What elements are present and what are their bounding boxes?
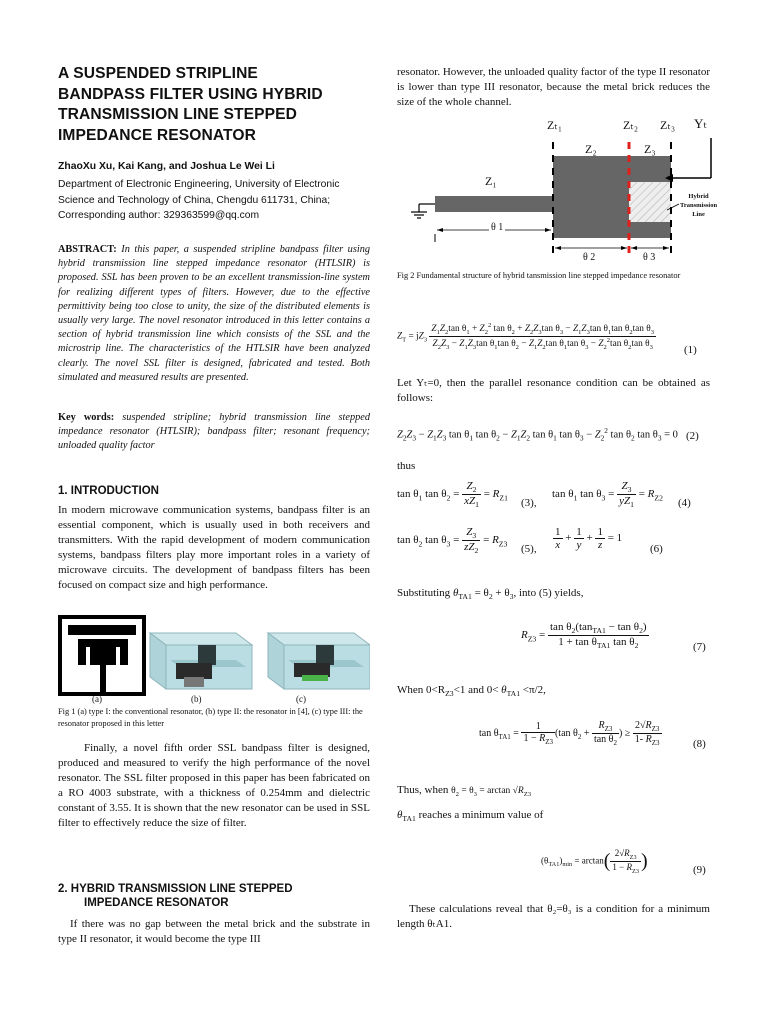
eq-number-2: (2): [686, 430, 699, 442]
let-text: Let Yₜ=0, then the parallel resonance condition can be obtained as follows:: [397, 377, 710, 404]
keywords-label: Key words:: [58, 412, 115, 423]
section2-para1: If there was no gap between the metal brick and the substrate in type II resonator, it would become the type III: [58, 918, 370, 945]
eq-number-1: (1): [684, 344, 697, 356]
thus-when-line: [397, 783, 531, 802]
when-text: When 0<R: [397, 684, 446, 696]
hybrid-line: Line: [692, 211, 705, 218]
intro-para1: In modern microwave communication systems, bandpass filter is an essential component, which is usually used in both receivers and transmitters. With the rapid development of modern communication systems, bandpass filters play more important roles in a variety of microwave circuits. The development of bandpass filters has been focused on compact size and high performance.: [58, 504, 370, 591]
eq-number-3: (3),: [521, 497, 537, 509]
figure-2: [397, 112, 717, 267]
paper-title: [58, 64, 378, 146]
eq-number-8: (8): [693, 738, 706, 750]
label-z3: Z₃: [644, 142, 656, 156]
title-line: BANDPASS FILTER USING HYBRID: [58, 85, 323, 103]
abstract: [58, 243, 370, 385]
label-z1: Z₁: [485, 174, 497, 188]
substituting-line: [397, 586, 583, 604]
label-z2: Z₂: [585, 142, 597, 156]
substituting-text: Substituting: [397, 587, 451, 599]
abstract-text: In this paper, a suspended stripline bandpass filter using hybrid transmission line stepped impedance resonator (HTLSIR) is proposed. SSL has been proven to be an excellent transmission-line system for realizing different types of filters. However, due to the effective permittivity being too close to unity, the size of the distributed elements is usually very large. The novel resonator introduced in this letter contains a section of hybrid transmission line which consists of the SSL and the microstrip line. The characteristics of the HTLSIR have been analyzed clearly. The novel SSL filter is designed, fabricated and tested. Both simulated and measured results are presented.: [58, 244, 370, 383]
affiliation-line: Corresponding author: 329363599@qq.com: [58, 210, 260, 221]
section2-heading-line: IMPEDANCE RESONATOR: [84, 897, 229, 909]
equation-4: $\tan \theta_1$ $\tan \theta_3$ = $\frac{Z_3}{yZ_1}$ = $R_{Z2}$: [552, 480, 663, 510]
authors: ZhaoXu Xu, Kai Kang, and Joshua Le Wei Li: [58, 161, 275, 172]
figure-2-graphic: [397, 112, 717, 267]
fig2-caption: Fig 2 Fundamental structure of hybrid tansmission line stepped impedance resonator: [397, 271, 681, 280]
eq-number-5: (5),: [521, 543, 537, 555]
reaches-text: reaches a minimum value of: [418, 809, 544, 821]
label-zt3: Zₜ₃: [660, 118, 676, 132]
affiliation-line: Department of Electronic Engineering, University of Electronic: [58, 179, 340, 190]
fig1-caption: Fig 1 (a) type I: the conventional resonator, (b) type II: the resonator in [4], (c) type III: the resonator proposed in this letter: [58, 707, 363, 728]
equation-3: $\tan \theta_1$ $\tan \theta_2$ = $\frac{Z_2}{xZ_1}$ = $R_{Z1}$: [397, 480, 508, 510]
equation-9: $(\theta_{TA1})_{min} = \arctan$( $\frac{2√R_{Z3}}{1 - R_{Z3}}$ ): [541, 848, 648, 875]
label-yt: Yₜ: [694, 116, 708, 131]
keywords: [58, 411, 370, 454]
eq-number-6: (6): [650, 543, 663, 555]
eq-number-7: (7): [693, 641, 706, 653]
hybrid-line: Hybrid: [688, 193, 709, 200]
fig1-label-a: (a): [92, 694, 102, 704]
reaches-line: [397, 808, 543, 826]
equation-8: $\tan \theta_{TA1}$ = $\frac{1}{1 - R_{Z3}}$ (tan $\theta_2$ + $\frac{R_{Z3}}{\tan \theta_2}$ ) ≥ $\frac{2√R_{Z3}}{1- R_{Z3}}$: [479, 720, 660, 747]
equation-5: $\tan \theta_2$ $\tan \theta_3$ = $\frac{Z_3}{zZ_2}$ = $R_{Z3}$: [397, 526, 508, 556]
title-line: TRANSMISSION LINE STEPPED: [58, 106, 298, 123]
abstract-label: ABSTRACT:: [58, 244, 117, 255]
fig1-label-b: (b): [191, 694, 202, 704]
label-zt1: Zₜ₁: [547, 118, 563, 132]
section1-heading: 1. INTRODUCTION: [58, 485, 159, 497]
affiliation: [58, 177, 378, 224]
right-para-top: resonator. However, the unloaded quality factor of the type II resonator is lower than type III resonator, because the metal brick reduces the size of the whole channel.: [397, 66, 710, 108]
label-theta3: θ 3: [643, 252, 656, 263]
equation-1: $Z_T = jZ_3$ $Z_1Z_2\tan$ $\theta_1 + Z_2^2$ $\tan \theta_2 + Z_2Z_3\tan$ $\theta_3 - Z_1Z_3\tan$ $\theta_1\tan$ $\theta_2\tan$ $\theta_3$ $Z_2Z_3 - Z_1Z_3\tan$ $\theta_1\tan$ $\theta_2 - Z_1Z_2\tan$ $\theta_1\tan$ $\theta_3 - Z_2^2\tan$ $\theta_2\tan$ $\theta_3$: [397, 322, 654, 351]
substituting-expr: $\theta_{TA1} = \theta_2 + \theta_3$: [452, 587, 514, 602]
affiliation-line: Science and Technology of China, Chengdu 611731, China;: [58, 194, 331, 206]
fig1-label-c: (c): [296, 694, 306, 704]
theta-ta1-symbol: $\theta_{TA1}$: [397, 809, 416, 824]
label-theta1: θ 1: [491, 222, 504, 233]
figure-1: [58, 615, 370, 705]
thus-text: thus: [397, 460, 416, 472]
title-line: IMPEDANCE RESONATOR: [58, 126, 256, 144]
label-hybrid-tl: [680, 192, 717, 219]
final-para: These calculations reveal that θ₂=θ₃ is a condition for a minimum length θₜA1.: [397, 903, 710, 930]
eq-number-9: (9): [693, 864, 706, 876]
equation-2: $Z_2Z_3 - Z_1Z_3$ $\tan \theta_1$ $\tan \theta_2 - Z_1Z_2$ $\tan \theta_1$ $\tan \theta_3 - Z_2^2$ $\tan \theta_2$ $\tan \theta_3 = 0$: [397, 426, 678, 443]
label-zt2: Zₜ₂: [623, 118, 639, 132]
section2-heading-line: 2. HYBRID TRANSMISSION LINE STEPPED: [58, 883, 293, 895]
figure-1-graphic: [58, 615, 370, 705]
section2-heading: [58, 882, 293, 910]
hybrid-line: Transmission: [680, 202, 718, 209]
title-line: A SUSPENDED STRIPLINE: [58, 65, 258, 82]
label-theta2: θ 2: [583, 252, 596, 263]
keywords-text: suspended stripline; hybrid transmission line stepped impedance resonator (HTLSIR); bandpass filter; resonant frequency; unloaded quality factor: [58, 412, 370, 452]
equation-6: $\frac{1}{x}$ + $\frac{1}{y}$ + $\frac{1}{z}$ = 1: [555, 526, 623, 551]
substituting-tail: , into (5) yields,: [513, 587, 584, 599]
equation-7: $R_{Z3}$ = $\frac{\tan \theta_2(\tan_{TA1} - \tan \theta_2)}{1 + \tan \theta_{TA1} \tan \theta_2}$: [521, 621, 647, 651]
intro-para2: Finally, a novel fifth order SSL bandpass filter is designed, produced and measured to verify the high performance of the novel resonator. The SSL filter proposed in this paper has been fabricated on a RO 4003 substrate, with a thickness of 0.254mm and dielectric constant of 3.55. It is shown that the new resonator can be used in SSL filter to effectively reduce the size of filter.: [58, 742, 370, 829]
thus-when-expr: $\theta_2 = \theta_3 = \arctan √R_{Z3}$: [451, 786, 532, 798]
when-line: When $0<R_{Z3}<1$ and $0< \theta_{TA1} <\pi/2$,: [397, 684, 546, 699]
thus-when-text: Thus, when: [397, 784, 449, 796]
eq-number-4: (4): [678, 497, 691, 509]
